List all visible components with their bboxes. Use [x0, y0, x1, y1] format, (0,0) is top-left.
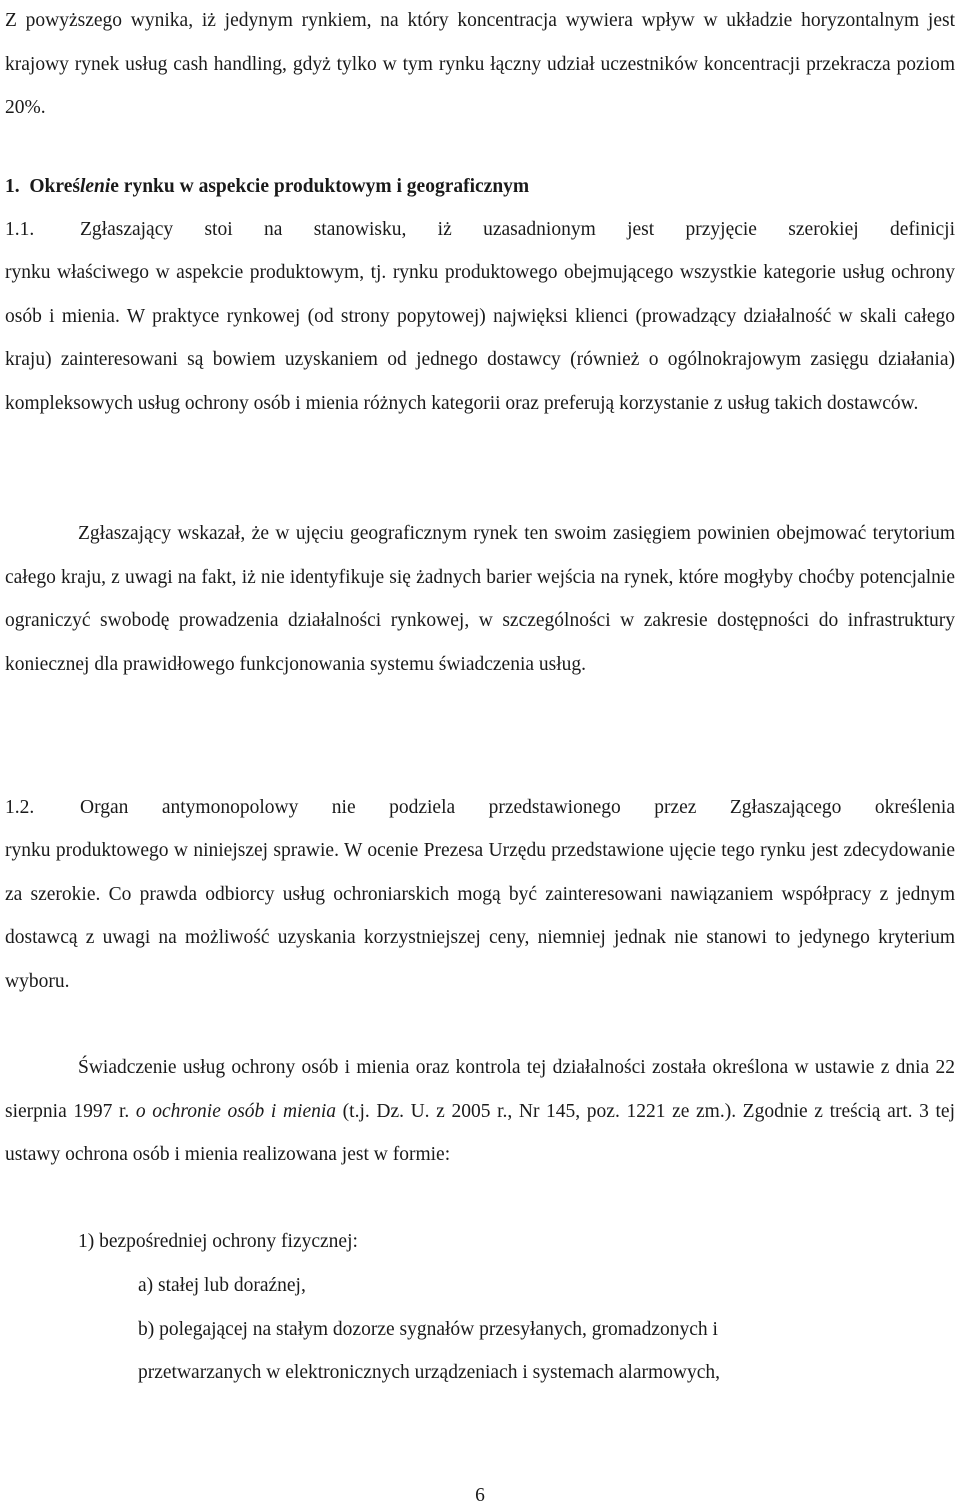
section-title-italic: leni [79, 176, 111, 197]
subsection-text-first-line: Zgłaszający stoi na stanowisku, iż uzasadnionym jest przyjęcie szerokiej definicji [80, 219, 955, 240]
section-heading-1 [5, 173, 529, 201]
list-item-1: 1) bezpośredniej ochrony fizycznej: [78, 1231, 358, 1252]
subsection-1-2-first-line [5, 794, 955, 822]
subsection-number: 1.2. [5, 797, 35, 818]
subsection-text-first-line: Organ antymonopolowy nie podziela przedstawionego przez Zgłaszającego określenia [80, 797, 955, 818]
act-title: o ochronie osób i mienia [135, 1100, 337, 1122]
list-item-1b-line2: przetwarzanych w elektronicznych urządzeniach i systemach alarmowych, [138, 1362, 721, 1383]
subsection-number: 1.1. [5, 219, 35, 240]
legal-text-before: Świadczenie usług ochrony osób i mienia oraz kontrola tej działalności została określona w ustawie z dnia 22 sierpnia 1997 r. [5, 1057, 955, 1122]
intro-paragraph: Z powyższego wynika, iż jedynym rynkiem, na który koncentracja wywiera wpływ w układzie horyzontalnym jest krajowy rynek usług cash handling, gdyż tylko w tym rynku łączny udział uczestników koncentracji przekracza poziom 20%. [5, 10, 955, 118]
geographic-market-paragraph: Zgłaszający wskazał, że w ujęciu geograficznym rynek ten swoim zasięgiem powinien obejmować terytorium całego kraju, z uwagi na fakt, iż nie identyfikuje się żadnych barier wejścia na rynek, które mogłyby choćby potencjalnie ograniczyć swobodę prowadzenia działalności rynkowej, w szczególności w zakresie dostępności do infrastruktury koniecznej dla prawidłowego funkcjonowania systemu świadczenia usług. [5, 523, 955, 675]
section-title-rest: e rynku w aspekcie produktowym i geograficznym [110, 176, 530, 197]
list-item-1a: a) stałej lub doraźnej, [138, 1275, 306, 1296]
list-item-1b-line1: b) polegającej na stałym dozorze sygnałów przesyłanych, gromadzonych i [138, 1319, 718, 1340]
section-number: 1. [5, 176, 20, 197]
subsection-1-1-first-line [5, 216, 955, 244]
page-number: 6 [475, 1485, 485, 1506]
legal-basis-paragraph [5, 1046, 955, 1177]
subsection-1-2-body: rynku produktowego w niniejszej sprawie. W ocenie Prezesa Urzędu przedstawione ujęcie tego rynku jest zdecydowanie za szerokie. Co prawda odbiorcy usług ochroniarskich mogą być zainteresowani nawiązaniem współpracy z jednym dostawcą z uwagi na możliwość uzyskania korzystniejszej ceny, niemniej jednak nie stanowi to jedynego kryterium wyboru. [5, 840, 955, 992]
section-title-prefix: Okreś [29, 176, 80, 197]
legal-text-after: (t.j. Dz. U. z 2005 r., Nr 145, poz. 1221 ze zm.). Zgodnie z treścią art. 3 tej ustawy ochrona osób i mienia realizowana jest w formie: [5, 1100, 955, 1165]
subsection-1-1-body: rynku właściwego w aspekcie produktowym, tj. rynku produktowego obejmującego wszystkie kategorie usług ochrony osób i mienia. W praktyce rynkowej (od strony popytowej) najwięksi klienci (prowadzący działalność w skali całego kraju) zainteresowani są bowiem uzyskaniem od jednego dostawcy (również o ogólnokrajowym zasięgu działania) kompleksowych usług ochrony osób i mienia różnych kategorii oraz preferują korzystanie z usług takich dostawców. [5, 262, 955, 414]
